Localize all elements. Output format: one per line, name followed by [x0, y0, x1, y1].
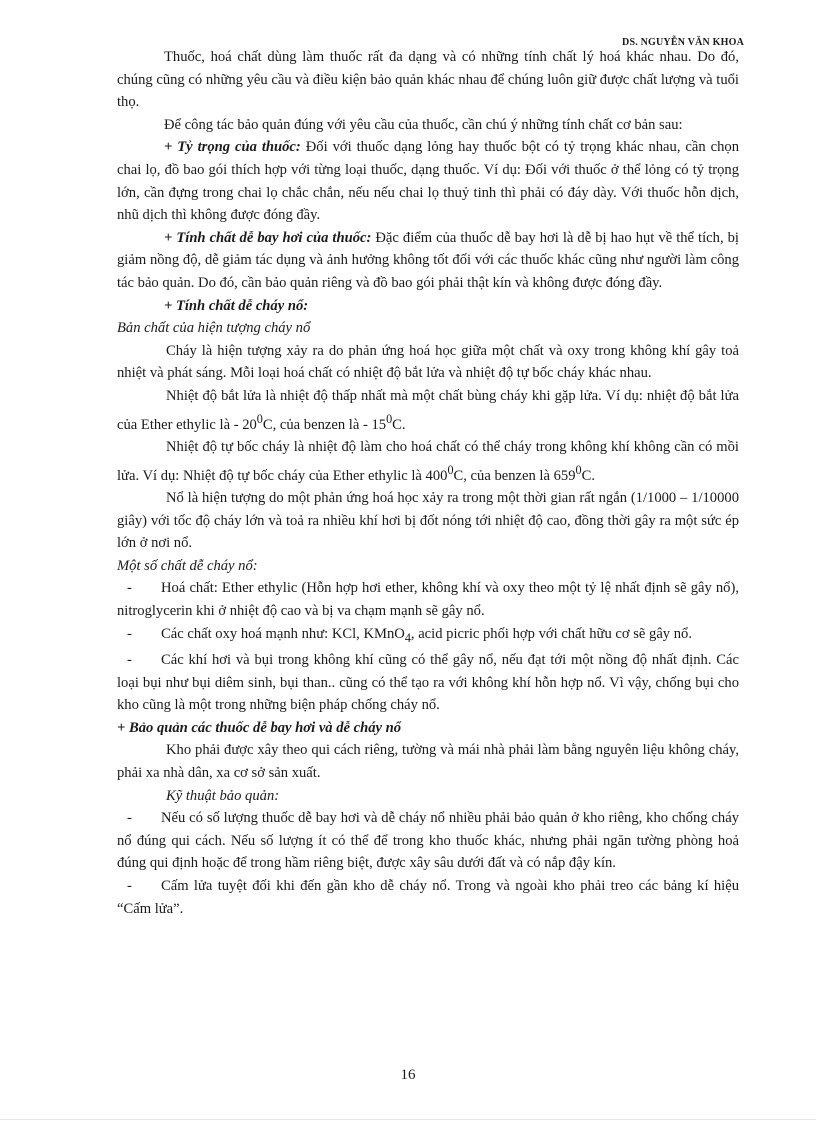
subscript: 4	[404, 630, 411, 645]
document-body	[117, 46, 739, 920]
list-item-text: , acid picric phối hợp với chất hữu cơ sẽ gây nổ.	[410, 625, 692, 642]
list-item	[117, 649, 739, 717]
text-run: Nhiệt độ tự bốc cháy là nhiệt độ làm cho hoá chất có thể cháy trong không khí không cần có mồi lửa. Ví dụ: Nhiệt độ tự bốc cháy của Ether ethylic là 400	[117, 438, 739, 484]
list-item-text: Nếu có số lượng thuốc dễ bay hơi và dễ cháy nổ nhiều phải bảo quản ở kho riêng, kho chống cháy nổ đúng qui cách. Nếu số lượng ít có thể để trong kho thuốc khác, nhưng phải ngăn tường phòng hoả đúng qui định hoặc để trong hầm riêng biệt, được xây sâu dưới đất và có nắp đậy kín.	[117, 810, 739, 872]
text-run: Nhiệt độ bắt lửa là nhiệt độ thấp nhất mà một chất bùng cháy khi gặp lửa. Ví dụ: nhiệt độ bắt lửa của Ether ethylic là - 20	[117, 387, 739, 433]
dash-bullet: -	[127, 652, 132, 669]
term-label: + Tỷ trọng của thuốc:	[164, 139, 301, 156]
degree-superscript: 0	[386, 411, 393, 426]
paragraph: Thuốc, hoá chất dùng làm thuốc rất đa dạng và có những tính chất lý hoá khác nhau. Do đó, chúng cũng có những yêu cầu và điều kiện bảo quản khác nhau để chúng luôn giữ được chất lượng và tuổi thọ.	[117, 49, 739, 111]
subheading: Một số chất dễ cháy nổ:	[117, 557, 258, 574]
text-run: C.	[581, 467, 595, 484]
list-item-text: Hoá chất: Ether ethylic (Hỗn hợp hơi ether, không khí và oxy theo một tỷ lệ nhất định sẽ gây nổ), nitroglycerin khi ở nhiệt độ cao và bị va chạm mạnh sẽ gây nổ.	[117, 580, 739, 619]
list-item	[117, 875, 739, 920]
paragraph: Cháy là hiện tượng xảy ra do phản ứng hoá học giữa một chất và oxy trong không khí gây toả nhiệt và phát sáng. Mỗi loại hoá chất có nhiệt độ bắt lửa và nhiệt độ tự bốc cháy khác nhau.	[117, 342, 739, 382]
paragraph	[117, 136, 739, 226]
paragraph	[117, 227, 739, 295]
term-text: Đặc điểm của thuốc dễ bay hơi là dễ bị hao hụt về thể tích, bị giảm nồng độ, dễ giảm tác dụng và ảnh hưởng không tốt đối với các thuốc khác cũng như người làm công tác bảo quản. Do đó, cần bảo quản riêng và đồ bao gói phải thật kín và không được đóng đầy.	[117, 229, 739, 291]
paragraph	[117, 385, 739, 436]
text-run: C.	[392, 416, 406, 433]
dash-bullet: -	[127, 810, 132, 827]
dash-bullet: -	[127, 625, 132, 642]
subheading: Kỹ thuật bảo quản:	[166, 787, 280, 804]
paragraph: Nổ là hiện tượng do một phản ứng hoá học xảy ra trong một thời gian rất ngắn (1/1000 – 1/10000 giây) với tốc độ cháy lớn và toả ra nhiều khí hơi bị đốt nóng tới nhiệt độ cao, đồng thời gây ra một sức ép lớn ở nơi nổ.	[117, 490, 739, 552]
degree-superscript: 0	[256, 411, 263, 426]
list-item	[117, 623, 739, 650]
section-heading: + Bảo quản các thuốc dễ bay hơi và dễ cháy nổ	[117, 719, 402, 736]
dash-bullet: -	[127, 580, 132, 597]
list-item	[117, 807, 739, 875]
degree-superscript: 0	[575, 462, 582, 477]
paragraph: Kho phải được xây theo qui cách riêng, tường và mái nhà phải làm bằng nguyên liệu không cháy, phải xa nhà dân, xa cơ sở sản xuất.	[117, 742, 739, 782]
list-item-text: Các khí hơi và bụi trong không khí cũng có thể gây nổ, nếu đạt tới một nồng độ nhất định. Các loại bụi như bụi diêm sinh, bụi than.. cũng có thể tạo ra với không khí hỗn hợp nổ. Vì vậy, chống bụi cho kho cũng là một trong những biện pháp chống cháy nổ.	[117, 652, 739, 714]
paragraph: Để công tác bảo quản đúng với yêu cầu của thuốc, cần chú ý những tính chất cơ bản sau:	[164, 116, 683, 133]
list-item-text: Cấm lửa tuyệt đối khi đến gần kho dễ cháy nổ. Trong và ngoài kho phải treo các bảng kí hiệu “Cấm lửa”.	[117, 878, 739, 917]
term-label: + Tính chất dễ cháy nổ:	[164, 297, 309, 314]
term-text: Đối với thuốc dạng lỏng hay thuốc bột có tỷ trọng khác nhau, cần chọn chai lọ, đồ bao gói thích hợp với từng loại thuốc, dạng thuốc. Ví dụ: Đối với thuốc ở thể lỏng có tỷ trọng lớn, cần đựng trong chai lọ chắc chắn, nếu nếu chai lọ thuỷ tinh thì phải có đáy dày. Với thuốc hỗn dịch, nhũ dịch thì không được đóng đầy.	[117, 139, 740, 224]
page-bottom-edge	[0, 1119, 816, 1120]
text-run: C, của benzen là 659	[453, 467, 576, 484]
degree-superscript: 0	[447, 462, 454, 477]
page-number: 16	[400, 1067, 416, 1083]
paragraph	[117, 295, 739, 318]
list-item-text: Các chất oxy hoá mạnh như: KCl, KMnO	[161, 625, 405, 642]
term-label: + Tính chất dễ bay hơi của thuốc:	[164, 229, 372, 246]
subheading: Bản chất của hiện tượng cháy nổ	[117, 320, 311, 337]
list-item	[117, 577, 739, 622]
paragraph	[117, 436, 739, 487]
page-header-author: DS. NGUYỄN VĂN KHOA	[622, 37, 744, 48]
dash-bullet: -	[127, 878, 132, 894]
text-run: C, của benzen là - 15	[262, 416, 387, 433]
